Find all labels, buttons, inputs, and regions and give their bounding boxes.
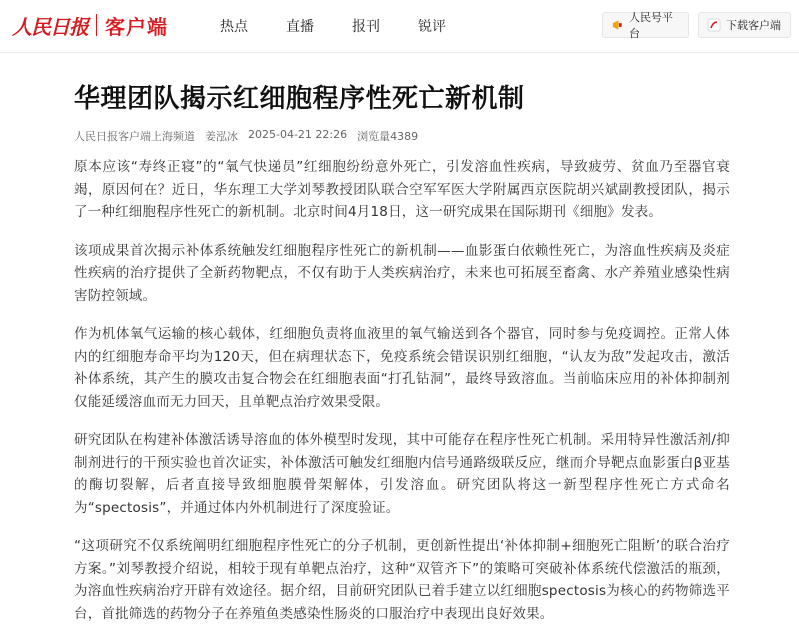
article-author: 姜泓冰 bbox=[205, 130, 238, 143]
article-title: 华理团队揭示红细胞程序性死亡新机制 bbox=[74, 84, 525, 114]
logo-subtitle: 客户端 bbox=[105, 14, 168, 39]
app-logo-icon bbox=[707, 18, 721, 32]
logo-brand: 人民日报 bbox=[12, 14, 88, 39]
article-paragraph: 该项成果首次揭示补体系统触发红细胞程序性死亡的新机制——血影蛋白依赖性死亡，为溶血性疾病及炎症性疾病的治疗提供了全新药物靶点，不仅有助于人类疾病治疗，未来也可拓展至畜禽、水产养殖业感染性病害防控领域。 bbox=[74, 242, 730, 304]
site-logo[interactable] bbox=[12, 11, 168, 39]
article-meta bbox=[74, 128, 428, 144]
article-paragraph: 原本应该“寿终正寝”的“氧气快递员”红细胞纷纷意外死亡，引发溶血性疾病，导致疲劳、贫血乃至器官衰竭，原因何在？近日，华东理工大学刘琴教授团队联合空军军医大学附属西京医院胡兴斌副教授团队，揭示了一种红细胞程序性死亡的新机制。北京时间4月18日，这一研究成果在国际期刊《细胞》发表。 bbox=[74, 159, 730, 220]
download-app-button[interactable] bbox=[698, 12, 791, 38]
article-paragraph: “这项研究不仅系统阐明红细胞程序性死亡的分子机制，更创新性提出‘补体抑制+细胞死亡阻断’的联合治疗方案。”刘琴教授介绍说，相较于现有单靶点治疗，这种“双管齐下”的策略可突破补体系统代偿激活的瓶颈，为溶血性疾病治疗开辟有效途径。据介绍，目前研究团队已着手建立以红细胞spectosis为核心的药物筛选平台，首批筛选的药物分子在养殖鱼类感染性肠炎的口服治疗中表现出良好效果。 bbox=[74, 538, 730, 622]
nav-item-live[interactable]: 直播 bbox=[286, 19, 314, 35]
nav-item-hot[interactable]: 热点 bbox=[220, 19, 248, 35]
article-datetime: 2025-04-21 22:26 bbox=[248, 128, 348, 141]
megaphone-icon bbox=[611, 18, 624, 32]
download-app-label: 下载客户端 bbox=[726, 19, 781, 32]
nav-item-newspaper[interactable]: 报刊 bbox=[352, 19, 380, 35]
article-paragraph: 研究团队在构建补体激活诱导溶血的体外模型时发现，其中可能存在程序性死亡机制。采用特异性激活剂/抑制剂进行的干预实验也首次证实，补体激活可触发红细胞内信号通路级联反应，继而介导靶点血影蛋白β亚基的酶切裂解，后者直接导致细胞膜骨架解体，引发溶血。研究团队将这一新型程序性死亡方式命名为“spectosis”，并通过体内外机制进行了深度验证。 bbox=[74, 432, 730, 516]
top-header bbox=[0, 0, 799, 53]
people-platform-label: 人民号平台 bbox=[628, 11, 673, 40]
nav-item-commentary[interactable]: 锐评 bbox=[418, 19, 446, 35]
article-source: 人民日报客户端上海频道 bbox=[74, 130, 195, 143]
article-views: 浏览量4389 bbox=[357, 130, 419, 143]
logo-separator bbox=[96, 14, 97, 36]
article-body bbox=[74, 156, 730, 641]
article-paragraph: 作为机体氧气运输的核心载体，红细胞负责将血液里的氧气输送到各个器官，同时参与免疫调控。正常人体内的红细胞寿命平均为120天，但在病理状态下，免疫系统会错误识别红细胞，“认友为敌”发起攻击，激活补体系统，其产生的膜攻击复合物会在红细胞表面“打孔钻洞”，最终导致溶血。当前临床应用的补体抑制剂仅能延缓溶血而无力回天，且单靶点治疗效果受限。 bbox=[74, 326, 730, 410]
main-nav bbox=[220, 16, 484, 36]
people-platform-button[interactable] bbox=[602, 12, 689, 38]
